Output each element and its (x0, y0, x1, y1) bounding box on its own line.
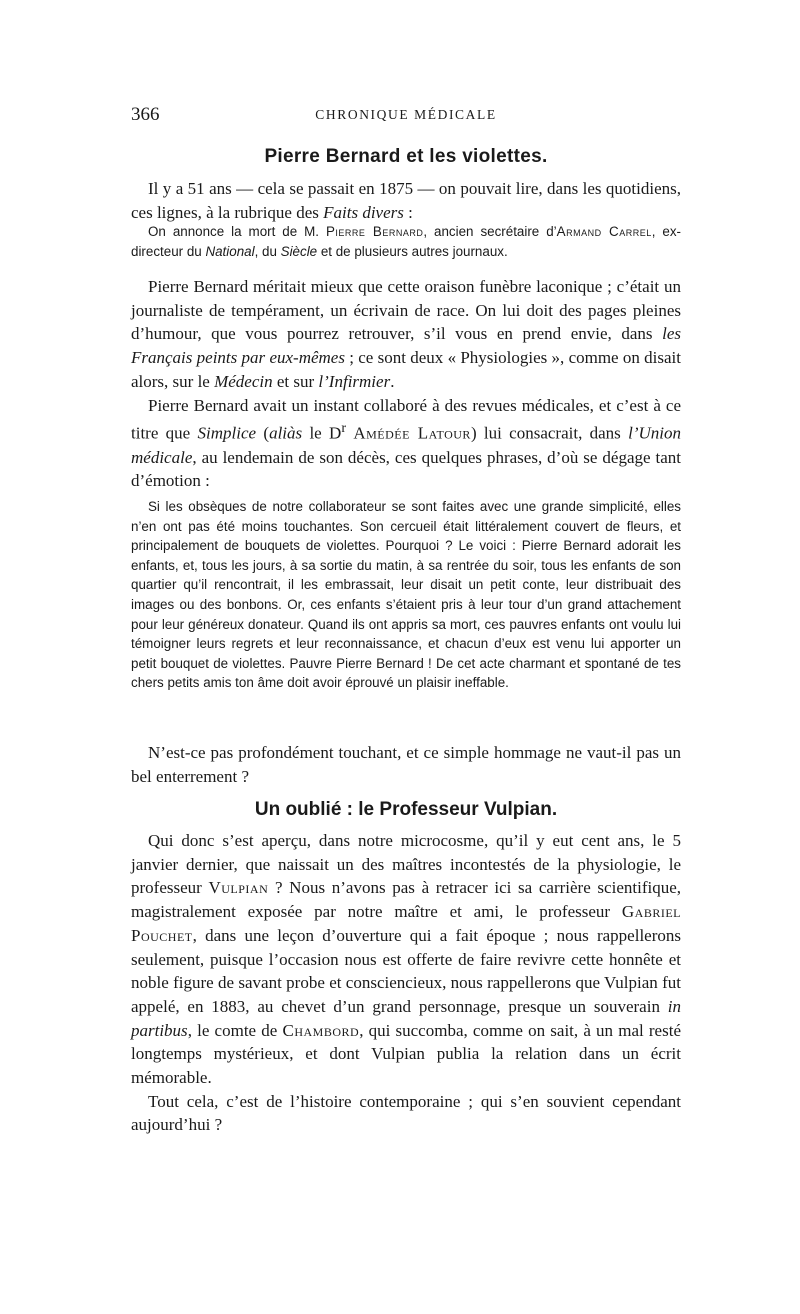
obituary-notice: On annonce la mort de M. Pierre Bernard, ancien secrétaire d’Armand Carrel, ex-directeur du National, du Siècle et de plusieurs autres journaux. (131, 224, 682, 259)
page-number: 366 (131, 104, 160, 125)
paragraph-vulpian: Qui donc s’est aperçu, dans notre microcosme, qu’il y eut cent ans, le 5 janvier dernier, que naissait un des maîtres incontestés de la physiologie, le professeur Vulpian ? Nous n’avons pas à retracer ici sa carrière scientifique, magistralement exposée par notre maître et ami, le professeur Gabriel Pouchet, dans une leçon d’ouverture qui a fait époque ; nous rappellerons seulement, puisque l’occasion nous est offerte de faire revivre cette honnête et noble figure de savant probe et consciencieux, nous rappellerons que Vulpian fut appelé, en 1883, au chevet d’un grand personnage, presque un souverain in partibus, le comte de Chambord, qui succomba, comme on sait, à un mal resté longtemps mystérieux, et dont Vulpian publia la relation dans un écrit mémorable. Tout cela, c’est de l’histoire contemporaine ; qui s’en souvient cependant aujourd’hui ? (131, 829, 681, 1137)
paragraph-conclusion: N’est-ce pas profondément touchant, et ce simple hommage ne vaut-il pas un bel enterrement ? (131, 743, 681, 786)
paragraph-final: Tout cela, c’est de l’histoire contemporaine ; qui s’en souvient cependant aujourd’hui ? (131, 1091, 681, 1135)
paragraph-bernard-career: Pierre Bernard méritait mieux que cette oraison funèbre laconique ; c’était un journaliste de tempérament, un écrivain de race. On lui doit des pages pleines d’humour, que vous pourrez retrouver, s’il vous en prend envie, dans les Français peints par eux-mêmes ; ce sont deux « Physiologies », comme on disait alors, sur le Médecin et sur l’Infirmier. Pierre Bernard avait un instant collaboré à des revues médicales, et c’est à ce titre que Simplice (aliàs le $D^r$ Amédée Latour) lui consacrait, dans l’Union médicale, au lendemain de son décès, ces quelques phrases, d’où se dégage tant d’émotion : (131, 277, 681, 491)
paragraph-intro: Il y a 51 ans — cela se passait en 1875 — on pouvait lire, dans les quotidiens, ces lignes, à la rubrique des Faits divers : (131, 179, 681, 222)
running-head (131, 104, 681, 130)
section-heading-pierre-bernard: Pierre Bernard et les violettes. (264, 146, 548, 167)
quoted-tribute: Si les obsèques de notre collaborateur se sont faites avec une grande simplicité, elles n’en ont pas été moins touchantes. Son cercueil était littéralement couvert de fleurs, et principalement de bouquets de violettes. Pourquoi ? Le voici : Pierre Bernard adorait les enfants, et, tous les jours, à sa sortie du matin, à sa rentrée du soir, tous les enfants de son quartier qu’il rencontrait, il les embrassait, leur disait un petit conte, leur distribuait des images ou des bonbons. Or, ces enfants s’étaient pris à leur tour d’un grand attachement pour leur généreux donateur. Quand ils ont appris sa mort, ces pauvres enfants ont voulu lui témoigner leurs regrets et leur reconnaissance, et chacun d’eux est venu lui apporter un petit bouquet de violettes. Pauvre Pierre Bernard ! De cet acte charmant et spontané de tes chers petits amis ton âme doit avoir éprouvé un plaisir ineffable. (131, 499, 681, 691)
section-heading-vulpian: Un oublié : le Professeur Vulpian. (254, 799, 558, 820)
running-title: CHRONIQUE MÉDICALE (315, 107, 497, 122)
